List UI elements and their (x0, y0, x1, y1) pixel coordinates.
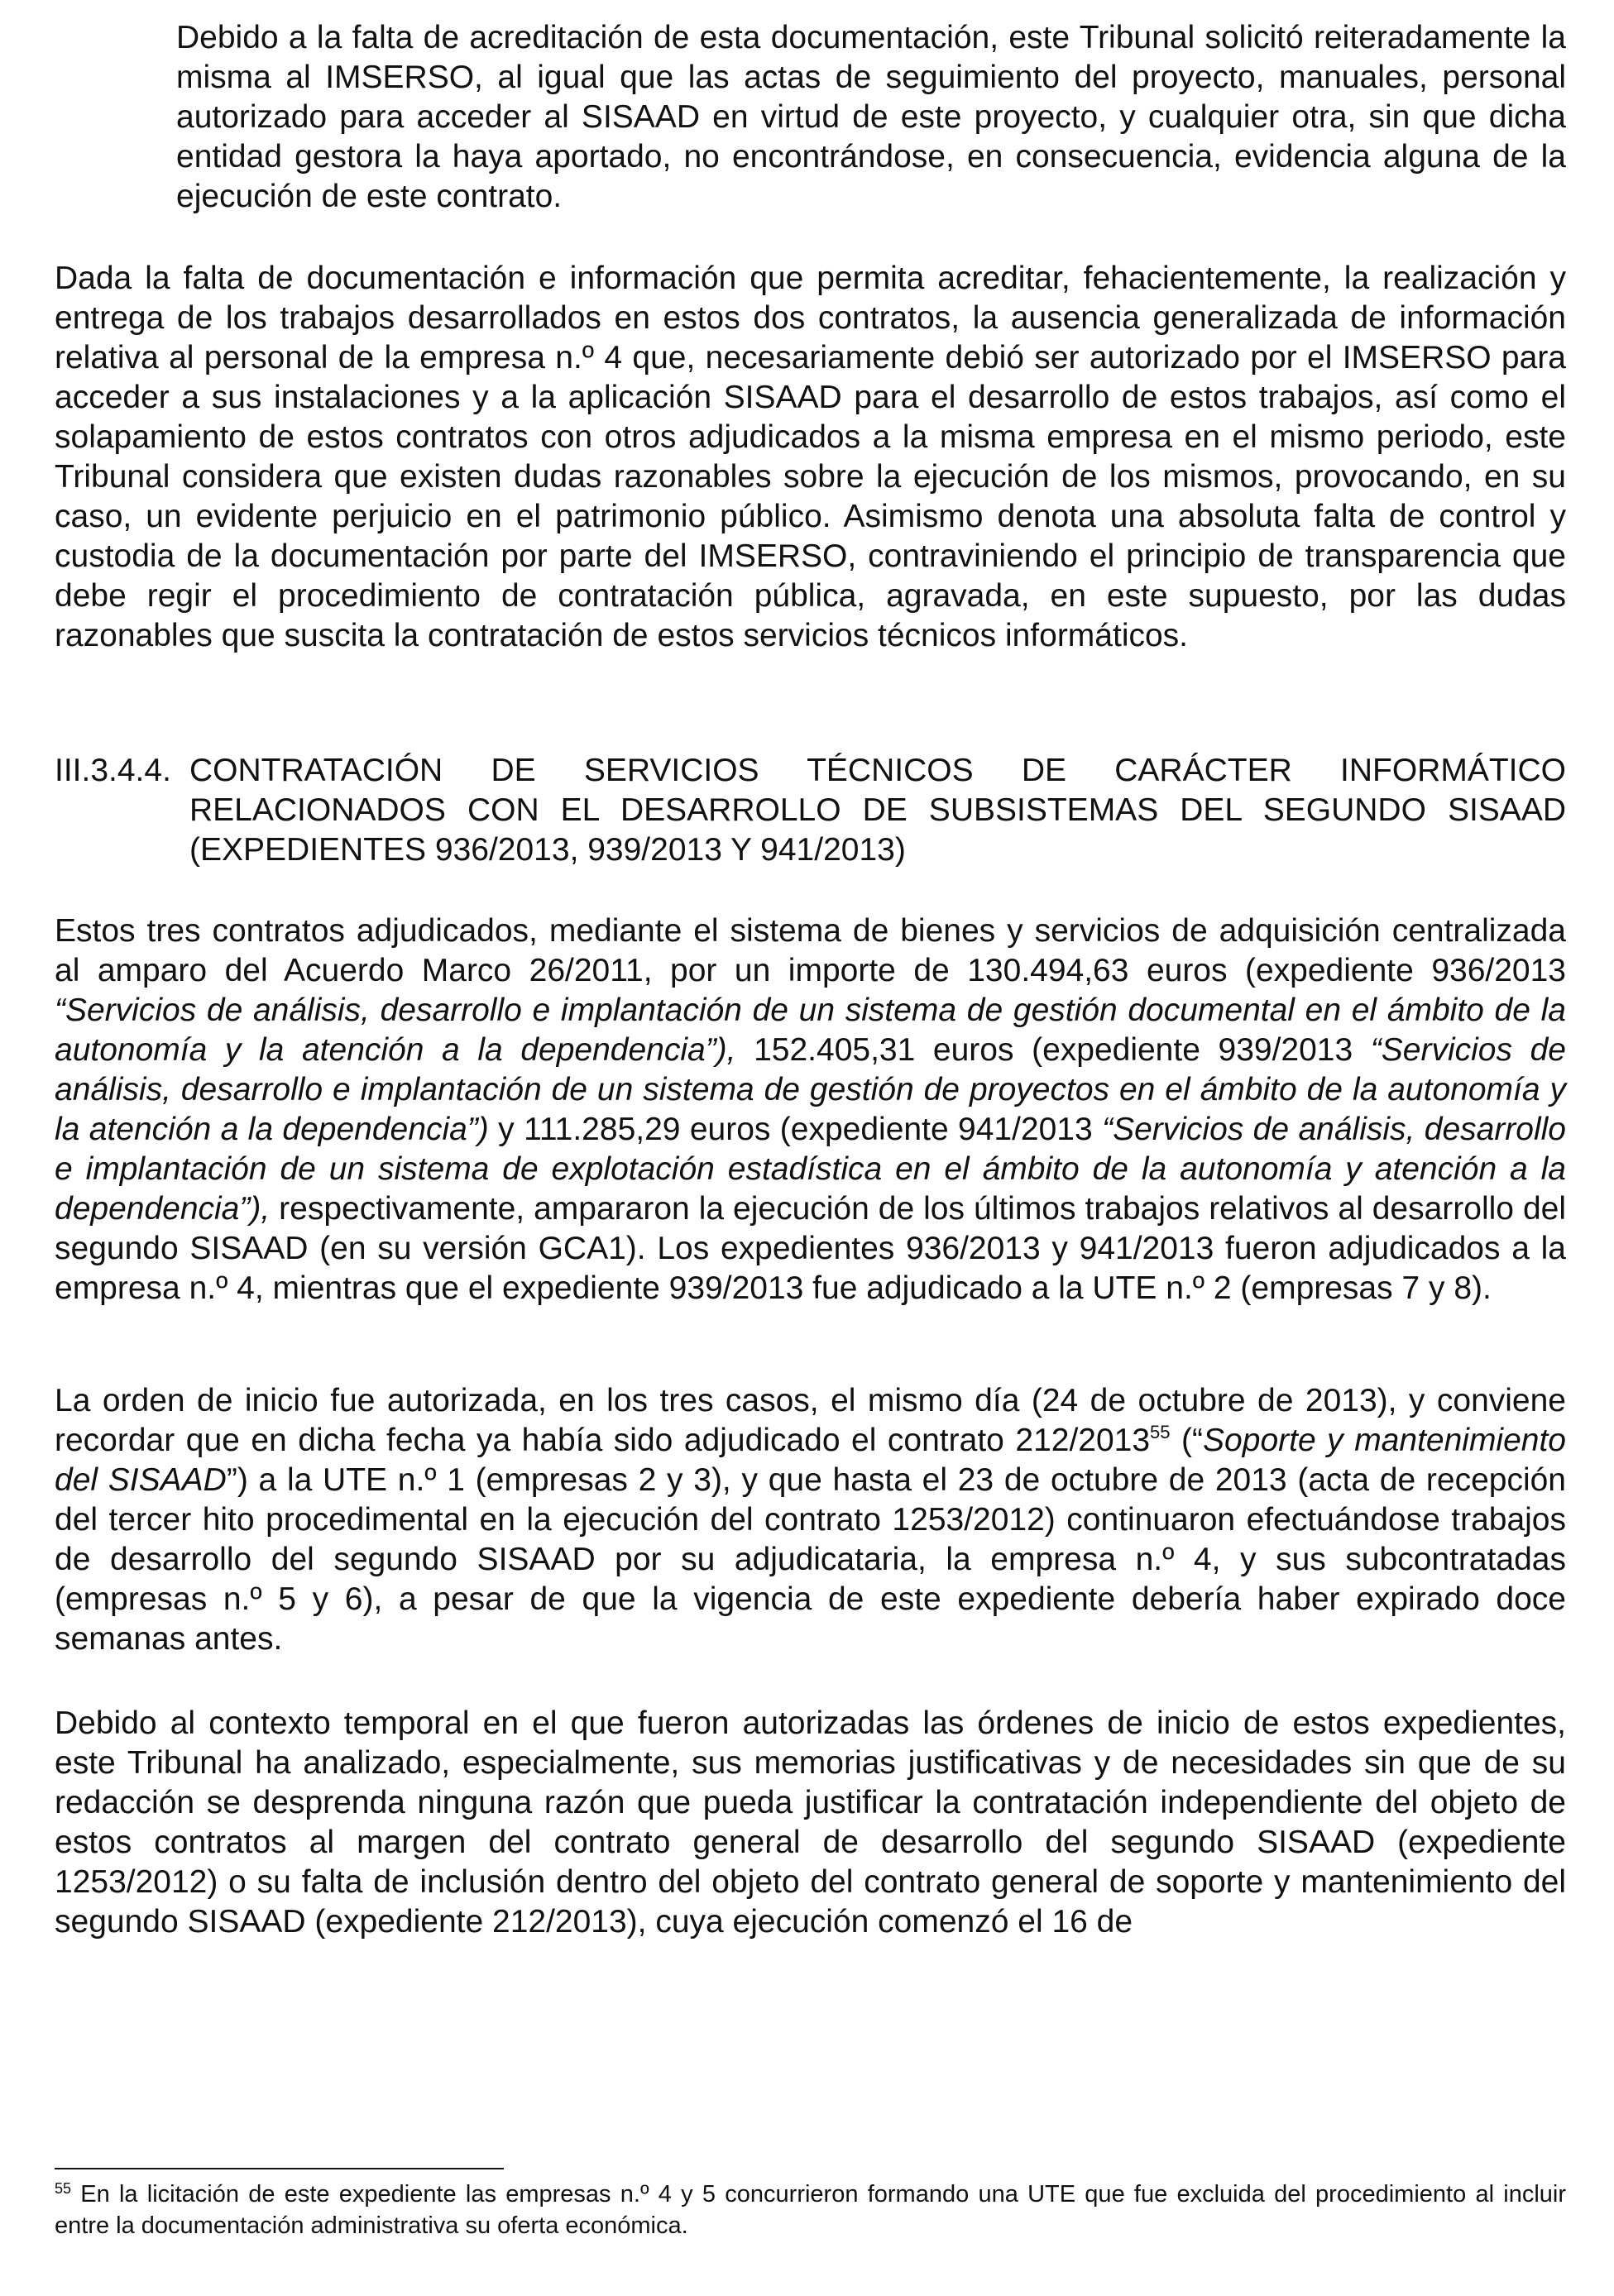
italic-quote: Soporte y mantenimiento del SISAAD (55, 1423, 1567, 1498)
text-run: respectivamente, ampararon la ejecución de los últimos trabajos relativos al desarrollo del segundo SISAAD (en su versión GCA1). Los expedientes 936/2013 y 941/2013 fueron adjudicados a la empresa n.º 4, mientras que el expediente 939/2013 fue adjudicado a la UTE n.º 2 (empresas 7 y 8). (55, 1191, 1566, 1306)
paragraph-start-order (55, 1381, 1566, 1659)
footnote-divider (55, 2168, 504, 2169)
section-number: III.3.4.4. (55, 753, 171, 788)
footnote (55, 2179, 1566, 2241)
text-run: 152.405,31 euros (expediente 939/2013 (735, 1032, 1371, 1068)
section-heading (55, 751, 1566, 870)
paragraph-context: Debido al contexto temporal en el que fueron autorizadas las órdenes de inicio de estos expedientes, este Tribunal ha analizado, especialmente, sus memorias justificativas y de necesidades sin que de su redacción se desprenda ninguna razón que pueda justificar la contratación independiente del objeto de estos contratos al margen del contrato general de desarrollo del segundo SISAAD (expediente 1253/2012) o su falta de inclusión dentro del objeto del contrato general de soporte y mantenimiento del segundo SISAAD (expediente 212/2013), cuya ejecución comenzó el 16 de (55, 1705, 1566, 1940)
text-run: Estos tres contratos adjudicados, mediante el sistema de bienes y servicios de adquisición centralizada al amparo del Acuerdo Marco 26/2011, por un importe de 130.494,63 euros (expediente 936/2013 (55, 913, 1566, 988)
footnote-text: En la licitación de este expediente las empresas n.º 4 y 5 concurrieron formando una UTE que fue excluida del procedimiento al incluir entre la documentación administrativa su oferta económica. (55, 2181, 1566, 2239)
italic-quote: “Servicios de análisis, desarrollo e implantación de un sistema de explotación estadística en el ámbito de la autonomía y atención a la dependencia”), (55, 1112, 1567, 1227)
text-run: La orden de inicio fue autorizada, en los tres casos, el mismo día (24 de octubre de 2013), y conviene recordar que en dicha fecha ya había sido adjudicado el contrato 212/2013 (55, 1383, 1566, 1458)
footnote-ref: 55 (1150, 1422, 1171, 1442)
text-run: ”) a la UTE n.º 1 (empresas 2 y 3), y que hasta el 23 de octubre de 2013 (acta de recepción del tercer hito procedimental en la ejecución del contrato 1253/2012) continuaron efectuándose trabajos de desarrollo del segundo SISAAD por su adjudicataria, la empresa n.º 4, y sus subcontratadas (empresas n.º 5 y 6), a pesar de que la vigencia de este expediente debería haber expirado doce semanas antes. (55, 1462, 1566, 1657)
italic-quote: “Servicios de análisis, desarrollo e implantación de un sistema de gestión de proyectos en el ámbito de la autonomía y la atención a la dependencia”) (55, 1032, 1566, 1147)
paragraph-indented: Debido a la falta de acreditación de esta documentación, este Tribunal solicitó reiteradamente la misma al IMSERSO, al igual que las actas de seguimiento del proyecto, manuales, personal autorizado para acceder al SISAAD en virtud de este proyecto, y cualquier otra, sin que dicha entidad gestora la haya aportado, no encontrándose, en consecuencia, evidencia alguna de la ejecución de este contrato. (176, 20, 1566, 214)
text-run: (“ (1170, 1423, 1204, 1458)
text-run: y 111.285,29 euros (expediente 941/2013 (488, 1112, 1103, 1147)
paragraph-contracts (55, 911, 1566, 1308)
footnote-number: 55 (55, 2180, 72, 2197)
italic-quote: “Servicios de análisis, desarrollo e implantación de un sistema de gestión documental en el ámbito de la autonomía y la atención a la dependencia”), (55, 993, 1566, 1068)
paragraph-conclusion: Dada la falta de documentación e información que permita acreditar, fehacientemente, la realización y entrega de los trabajos desarrollados en estos dos contratos, la ausencia generalizada de información relativa al personal de la empresa n.º 4 que, necesariamente debió ser autorizado por el IMSERSO para acceder a sus instalaciones y a la aplicación SISAAD para el desarrollo de estos trabajos, así como el solapamiento de estos contratos con otros adjudicados a la misma empresa en el mismo periodo, este Tribunal considera que existen dudas razonables sobre la ejecución de los mismos, provocando, en su caso, un evidente perjuicio en el patrimonio público. Asimismo denota una absoluta falta de control y custodia de la documentación por parte del IMSERSO, contraviniendo el principio de transparencia que debe regir el procedimiento de contratación pública, agravada, en este supuesto, por las dudas razonables que suscita la contratación de estos servicios técnicos informáticos. (55, 261, 1566, 653)
section-title: CONTRATACIÓN DE SERVICIOS TÉCNICOS DE CARÁCTER INFORMÁTICO RELACIONADOS CON EL DESARROLLO DE SUBSISTEMAS DEL SEGUNDO SISAAD (EXPEDIENTES 936/2013, 939/2013 Y 941/2013) (189, 753, 1566, 868)
